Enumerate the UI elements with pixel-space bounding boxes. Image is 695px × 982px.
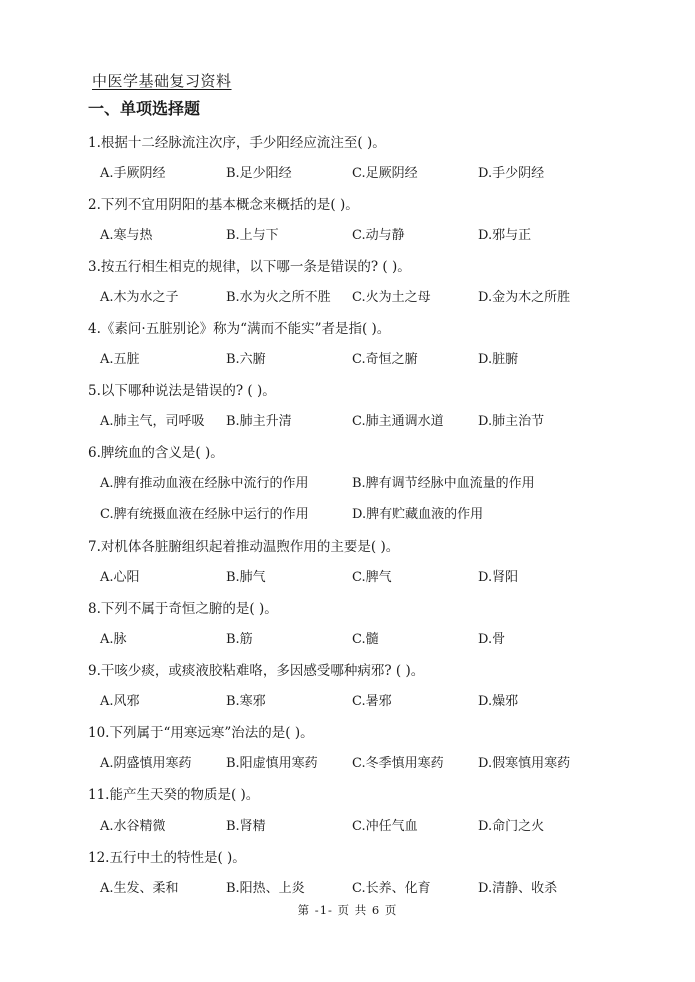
option-a: A.阴盛慎用寒药: [100, 756, 192, 771]
option-d: D.清静、收杀: [478, 881, 558, 896]
option-b: B.寒邪: [226, 694, 266, 709]
question-8: 8.下列不属于奇恒之腑的是( )。: [88, 601, 278, 617]
option-c: C.髓: [352, 632, 379, 647]
question-5: 5.以下哪种说法是错误的? ( )。: [88, 383, 276, 399]
question-10: 10.下列属于“用寒远寒”治法的是( )。: [88, 725, 314, 741]
option-a: A.寒与热: [100, 228, 153, 243]
question-1: 1.根据十二经脉流注次序，手少阳经应流注至( )。: [88, 135, 386, 151]
document-title: 中医学基础复习资料: [92, 72, 232, 90]
option-d: D.燥邪: [478, 694, 519, 709]
question-4: 4.《素问·五脏别论》称为“满而不能实”者是指( )。: [88, 321, 391, 337]
option-a: A.脾有推动血液在经脉中流行的作用: [100, 476, 309, 491]
option-b: B.六腑: [226, 352, 266, 367]
question-10-options: [100, 752, 620, 770]
option-a: A.手厥阴经: [100, 166, 166, 181]
option-b: B.肺气: [226, 570, 266, 585]
question-2: 2.下列不宜用阴阳的基本概念来概括的是( )。: [88, 197, 359, 213]
question-2-options: [100, 224, 620, 242]
option-b: B.筋: [226, 632, 253, 647]
option-c: C.脾气: [352, 570, 392, 585]
option-b: B.阳热、上炎: [226, 881, 305, 896]
option-b: B.脾有调节经脉中血流量的作用: [352, 476, 535, 491]
question-7-options: [100, 566, 620, 584]
option-a: A.生发、柔和: [100, 881, 179, 896]
question-12-options: [100, 877, 620, 895]
option-b: B.肾精: [226, 819, 266, 834]
option-b: B.足少阳经: [226, 166, 292, 181]
option-c: C.冲任气血: [352, 819, 418, 834]
option-c: C.火为土之母: [352, 290, 431, 305]
option-a: A.五脏: [100, 352, 140, 367]
option-d: D.手少阴经: [478, 166, 545, 181]
question-3: 3.按五行相生相克的规律，以下哪一条是错误的? ( )。: [88, 259, 411, 275]
option-c: C.冬季慎用寒药: [352, 756, 444, 771]
option-a: A.肺主气，司呼吸: [100, 414, 205, 429]
option-d: D.肺主治节: [478, 414, 545, 429]
option-d: D.金为木之所胜: [478, 290, 571, 305]
question-6-options-row-2: [100, 503, 620, 521]
question-11: 11.能产生天癸的物质是( )。: [88, 787, 260, 803]
option-c: C.脾有统摄血液在经脉中运行的作用: [100, 507, 309, 522]
option-c: C.肺主通调水道: [352, 414, 444, 429]
option-c: C.动与静: [352, 228, 405, 243]
question-9-options: [100, 690, 620, 708]
option-b: B.肺主升清: [226, 414, 292, 429]
option-a: A.心阳: [100, 570, 140, 585]
option-d: D.命门之火: [478, 819, 545, 834]
question-5-options: [100, 410, 620, 428]
option-b: B.上与下: [226, 228, 279, 243]
question-1-options: [100, 162, 620, 180]
option-a: A.木为水之子: [100, 290, 179, 305]
page-footer: 第 -1- 页 共 6 页: [297, 903, 398, 917]
question-9: 9.干咳少痰，或痰液胶粘难咯，多因感受哪种病邪? ( )。: [88, 663, 425, 679]
section-heading: 一、单项选择题: [88, 99, 201, 118]
option-b: B.水为火之所不胜: [226, 290, 331, 305]
question-12: 12.五行中土的特性是( )。: [88, 850, 246, 866]
option-d: D.脾有贮藏血液的作用: [352, 507, 484, 522]
option-d: D.脏腑: [478, 352, 519, 367]
option-c: C.暑邪: [352, 694, 392, 709]
option-d: D.骨: [478, 632, 506, 647]
option-c: C.长养、化育: [352, 881, 431, 896]
option-c: C.足厥阴经: [352, 166, 418, 181]
question-7: 7.对机体各脏腑组织起着推动温煦作用的主要是( )。: [88, 539, 400, 555]
question-3-options: [100, 286, 620, 304]
option-a: A.脉: [100, 632, 127, 647]
question-4-options: [100, 348, 620, 366]
question-11-options: [100, 815, 620, 833]
option-d: D.假寒慎用寒药: [478, 756, 571, 771]
question-6-options-row-1: [100, 472, 620, 490]
option-a: A.水谷精微: [100, 819, 166, 834]
option-b: B.阳虚慎用寒药: [226, 756, 318, 771]
option-d: D.邪与正: [478, 228, 532, 243]
option-a: A.风邪: [100, 694, 140, 709]
option-c: C.奇恒之腑: [352, 352, 418, 367]
question-6: 6.脾统血的含义是( )。: [88, 445, 224, 461]
question-8-options: [100, 628, 620, 646]
option-d: D.肾阳: [478, 570, 519, 585]
